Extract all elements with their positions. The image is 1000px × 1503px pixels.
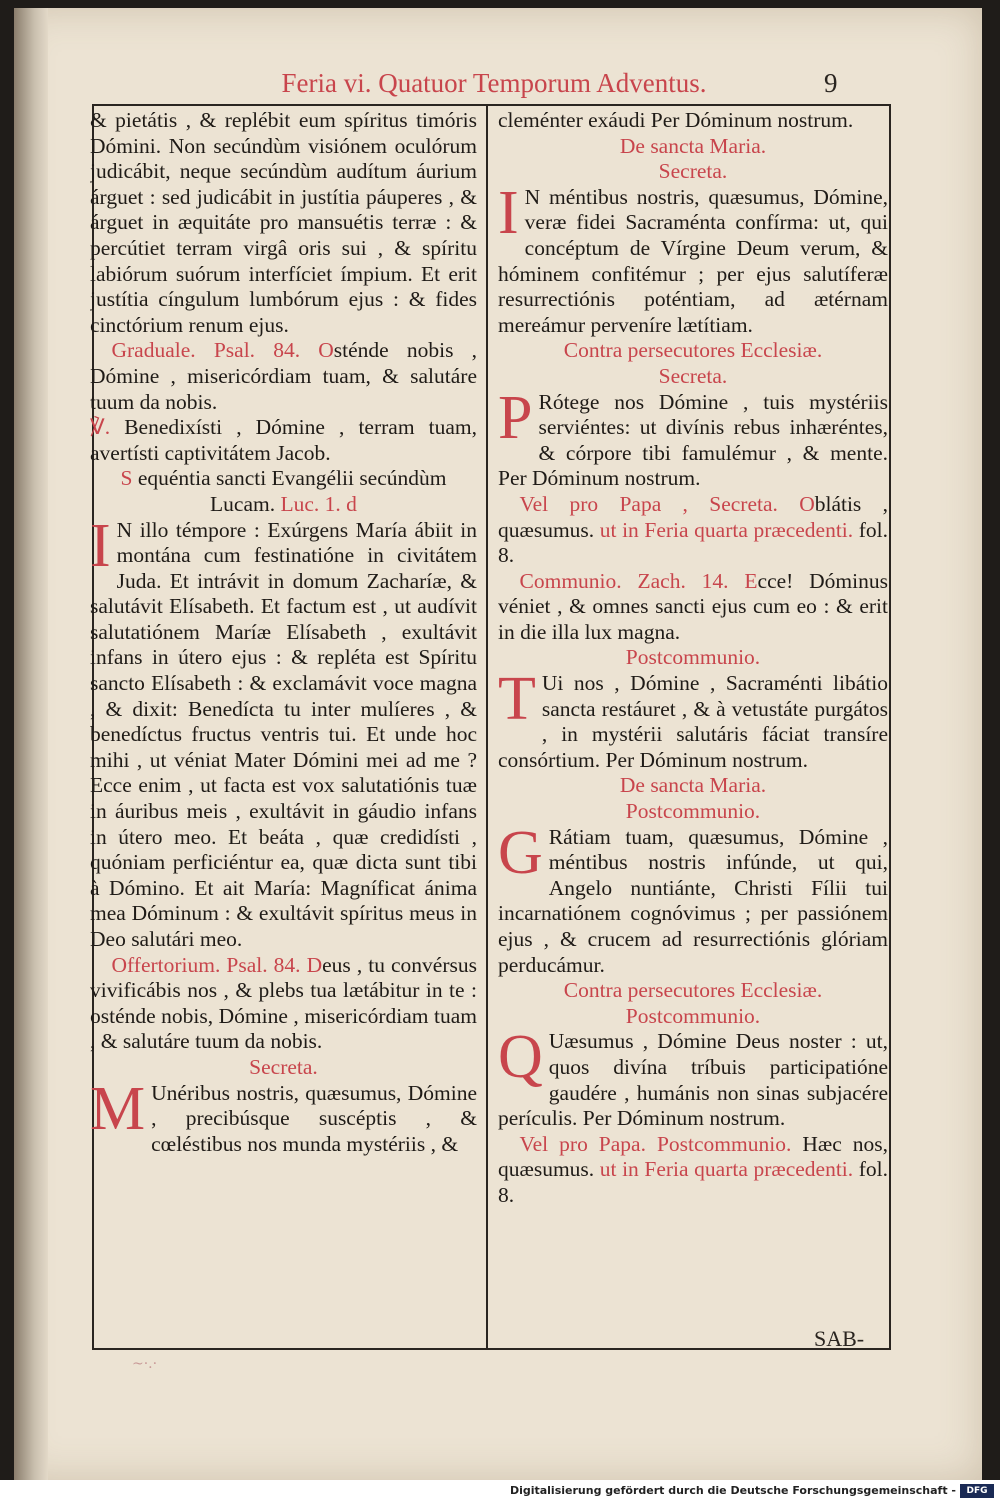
digitization-footer	[0, 1480, 1000, 1503]
left-column	[90, 108, 477, 1338]
papa-post-label: Vel pro Papa. Postcommunio.	[519, 1131, 792, 1156]
persecutores-postcommunio	[498, 1023, 888, 1131]
running-header	[14, 64, 982, 104]
center-rule	[486, 104, 488, 1350]
papa-ref: ut in Feria quarta præcedenti.	[599, 517, 854, 542]
book-gutter	[14, 8, 48, 1480]
page-number: 9	[824, 68, 838, 98]
pro-papa-postcommunio	[498, 1132, 888, 1209]
de-sancta-maria-heading-2: De sancta Maria.	[619, 773, 767, 798]
book-page	[14, 8, 982, 1480]
graduale	[90, 338, 477, 415]
dfg-logo: DFG	[960, 1484, 994, 1498]
communio	[498, 569, 888, 646]
papa-initial: O	[799, 491, 815, 516]
persecutores-post-body: Uæsumus , Dómine Deus noster : ut, quos divína tríbuis participatióne gaudére , humánis non sinas subjacére perículis. Per Dóminum nostrum.	[498, 1029, 888, 1131]
gospel-text	[90, 511, 477, 953]
versicle-text: Benedixísti , Dómine , terram tuam, avertísti captivitátem Jacob.	[90, 415, 477, 465]
graduale-initial: O	[318, 338, 334, 363]
right-column	[498, 108, 888, 1338]
persecutores-body: Rótege nos Dómine , tuis mystériis serviéntes: ut divínis rebus inhæréntes, & córpore tibi famulémur , & mente. Per Dóminum nostrum.	[498, 389, 888, 491]
secreta-heading-2: Secreta.	[658, 159, 728, 184]
papa-text: blátis , quæsumus.	[498, 491, 888, 542]
running-title: Feria vi. Quatuor Temporum Adventus.	[281, 68, 707, 98]
graduale-text: sténde nobis , Dómine , misericórdiam tuam, & salutáre tuum da nobis.	[90, 338, 477, 414]
offertorium-initial: D	[306, 952, 323, 977]
gospel-body: N illo témpore : Exúrgens María ábiit in montána cum festinatióne in civitátem Juda. Et intrávit in domum Zacharíæ, & salutávit Elísabeth. Et factum est , ut audívit salutatiónem Maríæ Elísabeth , exultávit infans in útero ejus : & repléta est Spíritu sancto Elísabeth : & exclamávit voce magna , & dixit: Benedícta tu inter mulíeres , & benedíctus fructus ventris tui. Et unde hoc mihi , ut véniat Mater Dómini mei ad me ? Ecce enim , ut facta est vox salutatiónis tuæ in áuribus meis , exultávit in gáudio infans in útero meo. Et beáta , quæ credidísti , quóniam perficiéntur ea, quæ dicta sunt tibi à Dómino. Et ait María: Magníficat ánima mea Dóminum : & exultávit spíritus meus in Deo salutári meo.	[90, 517, 477, 951]
postcommunio	[498, 665, 888, 773]
secreta-body: Unéribus nostris, quæsumus, Dómine , precibúsque suscéptis , & cœléstibus nos munda mystériis , &	[151, 1080, 477, 1156]
sequentia-initial: S	[120, 466, 133, 491]
right-rule	[889, 104, 891, 1350]
persecutores-heading-2: Contra persecutores Ecclesiæ.	[563, 978, 823, 1003]
papa-post-ref: ut in Feria quarta præcedenti.	[599, 1157, 854, 1182]
graduale-label: Graduale. Psal. 84.	[111, 338, 301, 363]
catchword: SAB-	[814, 1326, 865, 1351]
sequentia-heading	[90, 466, 477, 517]
ink-smudge: ~·.·	[132, 1356, 158, 1372]
persecutores-post-drop-initial: Q	[498, 1023, 543, 1092]
persecutores-drop-initial: P	[498, 383, 533, 452]
papa-post-text: Hæc nos, quæsumus.	[498, 1131, 888, 1182]
maria-postcommunio	[498, 818, 888, 979]
papa-post-fol: fol. 8.	[498, 1157, 888, 1207]
isaiah-reading-end: & pietátis , & replébit eum spíritus timóris Dómini. Non secúndùm visiónem oculórum judicábit, neque secúndùm audítum áurium árguet : sed judicábit in justítia páuperes , & árguet in æquitáte pro mansuétis terræ : & percútiet terram virgâ oris sui , & spíritu labiórum suórum interfíciet ímpium. Et erit justítia cíngulum lumbórum ejus : & fides cinctórium renum ejus.	[90, 108, 477, 337]
maria-secreta	[498, 178, 888, 339]
postcommunio-drop-initial: T	[498, 665, 536, 734]
communio-text: cce! Dóminus véniet , & omnes sancti ejus cum eo : & erit in die illa lux magna.	[498, 568, 888, 644]
sequentia-text: equéntia sancti Evangélii secúndùm Lucam.	[137, 466, 447, 516]
communio-initial: E	[744, 568, 758, 593]
footer-credit: Digitalisierung gefördert durch die Deutsche Forschungsgemeinschaft -	[509, 1484, 956, 1497]
postcommunio-heading-2: Postcommunio.	[625, 799, 761, 824]
maria-secreta-drop-initial: I	[498, 178, 519, 247]
persecutores-heading: Contra persecutores Ecclesiæ.	[563, 338, 823, 363]
sequentia-ref: Luc. 1. d	[280, 491, 357, 516]
communio-label: Communio. Zach. 14.	[519, 568, 729, 593]
offertorium-label: Offertorium. Psal. 84.	[111, 952, 301, 977]
de-sancta-maria-heading: De sancta Maria.	[619, 133, 767, 158]
secreta-heading-3: Secreta.	[658, 363, 728, 388]
offertorium-text: eus , tu convérsus vivificábis nos , & plebs tua lætábitur in te : osténde nobis, Dómine , misericórdiam tuam , & salutáre tuum da nobis.	[90, 952, 477, 1054]
postcommunio-heading-3: Postcommunio.	[625, 1003, 761, 1028]
versicle	[90, 415, 477, 466]
maria-secreta-body: N méntibus nostris, quæsumus, Dómine, veræ fidei Sacraménta confírma: ut, qui concéptum de Vírgine Deum verum, & hóminem confitémur ; per ejus salutíferæ resurrectiónis poténtiam, ad ætérnam mereámur perveníre lætítiam.	[498, 184, 888, 337]
offertorium	[90, 953, 477, 1055]
postcommunio-body: Ui nos , Dómine , Sacraménti libátio sancta restáuret , & à vetustáte purgátos , in mystérii salutáris fáciat transíre consórtium. Per Dóminum nostrum.	[498, 671, 888, 772]
secreta-heading: Secreta.	[249, 1054, 318, 1079]
postcommunio-heading: Postcommunio.	[625, 645, 761, 670]
maria-post-body: Rátiam tuam, quæsumus, Dómine , méntibus nostris infúnde, ut qui, Angelo nuntiánte, Christi Fílii tui incarnatiónem cognóvimus ; per passiónem ejus , & crucem ad resurrectiónis glóriam perducámur.	[498, 824, 888, 977]
pro-papa-secreta	[498, 492, 888, 569]
secreta-text	[90, 1074, 477, 1158]
papa-label: Vel pro Papa , Secreta.	[519, 491, 778, 516]
papa-fol: fol. 8.	[498, 517, 888, 568]
maria-post-drop-initial: G	[498, 818, 543, 887]
secreta-conclusion: cleménter exáudi Per Dóminum nostrum.	[498, 108, 854, 132]
persecutores-secreta	[498, 383, 888, 492]
gospel-drop-initial: I	[90, 511, 111, 580]
secreta-drop-initial: M	[90, 1074, 146, 1143]
versicle-symbol: ℣.	[90, 415, 111, 440]
